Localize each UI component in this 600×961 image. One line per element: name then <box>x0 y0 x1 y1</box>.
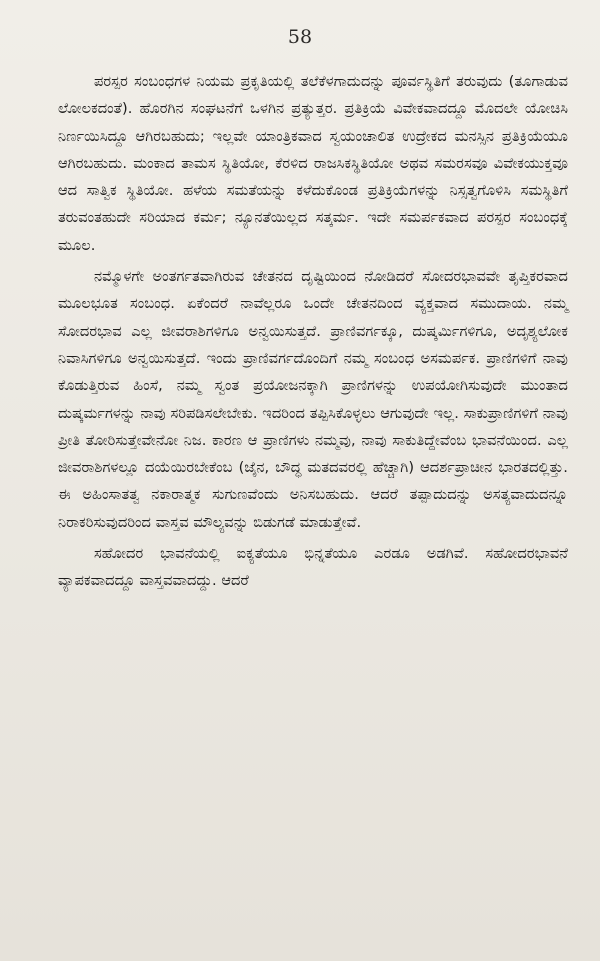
paragraph-3: ಸಹೋದರ ಭಾವನೆಯಲ್ಲಿ ಐಕ್ಯತೆಯೂ ಭಿನ್ನತೆಯೂ ಎರಡೂ ಅಡಗಿವೆ. ಸಹೋದರಭಾವನೆ ವ್ಯಾಪಕವಾದದ್ದೂ ವಾಸ್ತವವಾದದ್ದು. ಆದರೆ <box>58 545 568 590</box>
paragraph-2: ನಮ್ಮೊಳಗೇ ಅಂತರ್ಗತವಾಗಿರುವ ಚೇತನದ ದೃಷ್ಟಿಯಿಂದ ನೋಡಿದರೆ ಸೋದರಭಾವವೇ ತೃಪ್ತಿಕರವಾದ ಮೂಲಭೂತ ಸಂಬಂಧ. ಏಕೆಂದರೆ ನಾವೆಲ್ಲರೂ ಒಂದೇ ಚೇತನದಿಂದ ವ್ಯಕ್ತವಾದ ಸಮುದಾಯ. ನಮ್ಮ ಸೋದರಭಾವ ಎಲ್ಲ ಜೀವರಾಶಿಗಳಿಗೂ ಅನ್ವಯಿಸುತ್ತದೆ. ಪ್ರಾಣಿವರ್ಗಕ್ಕೂ, ದುಷ್ಕರ್ಮಿಗಳಿಗೂ, ಅದೃಶ್ಯಲೋಕ ನಿವಾಸಿಗಳಿಗೂ ಅನ್ವಯಿಸುತ್ತದೆ. ಇಂದು ಪ್ರಾಣಿವರ್ಗದೊಂದಿಗೆ ನಮ್ಮ ಸಂಬಂಧ ಅಸಮರ್ಪಕ. ಪ್ರಾಣಿಗಳಿಗೆ ನಾವು ಕೊಡುತ್ತಿರುವ ಹಿಂಸೆ, ನಮ್ಮ ಸ್ವಂತ ಪ್ರಯೋಜನಕ್ಕಾಗಿ ಪ್ರಾಣಿಗಳನ್ನು ಉಪಯೋಗಿಸುವುದೇ ಮುಂತಾದ ದುಷ್ಕರ್ಮಗಳನ್ನು ನಾವು ಸರಿಪಡಿಸಲೇಬೇಕು. ಇದರಿಂದ ತಪ್ಪಿಸಿಕೊಳ್ಳಲು ಆಗುವುದೇ ಇಲ್ಲ. ಸಾಕುಪ್ರಾಣಿಗಳಿಗೆ ನಾವು ಪ್ರೀತಿ ತೋರಿಸುತ್ತೇವೇನೋ ನಿಜ. ಕಾರಣ ಆ ಪ್ರಾಣಿಗಳು ನಮ್ಮವು, ನಾವು ಸಾಕುತಿದ್ದೇವೆಂಬ ಭಾವನೆಯಿಂದ. ಎಲ್ಲ ಜೀವರಾಶಿಗಳಲ್ಲೂ ದಯೆಯಿರಬೇಕೆಂಬ (ಜೈನ, ಬೌದ್ಧ ಮತದವರಲ್ಲಿ ಹೆಚ್ಚಾಗಿ) ಆದರ್ಶಪ್ರಾಚೀನ ಭಾರತದಲ್ಲಿತ್ತು. ಈ ಅಹಿಂಸಾತತ್ವ ನಕಾರಾತ್ಮಕ ಸುಗುಣವೆಂದು ಅನಿಸಬಹುದು. ಆದರೆ ತಪ್ಪಾದುದನ್ನು ಅಸತ್ಯವಾದುದನ್ನೂ ನಿರಾಕರಿಸುವುದರಿಂದ ವಾಸ್ತವ ಮೌಲ್ಯವನ್ನು ಬಿಡುಗಡೆ ಮಾಡುತ್ತೇವೆ. <box>58 268 568 531</box>
page-number: 58 <box>287 26 313 48</box>
paragraph-1: ಪರಸ್ಪರ ಸಂಬಂಧಗಳ ನಿಯಮ ಪ್ರಕೃತಿಯಲ್ಲಿ ತಲೆಕೆಳಗಾದುದನ್ನು ಪೂರ್ವಸ್ಥಿತಿಗೆ ತರುವುದು (ತೂಗಾಡುವ ಲೋಲಕದಂತೆ). ಹೊರಗಿನ ಸಂಘಟನೆಗೆ ಒಳಗಿನ ಪ್ರತ್ಯುತ್ತರ. ಪ್ರತಿಕ್ರಿಯೆ ವಿವೇಕವಾದದ್ದೂ ಮೊದಲೇ ಯೋಚಿಸಿ ನಿರ್ಣಯಿಸಿದ್ದೂ ಆಗಿರಬಹುದು; ಇಲ್ಲವೇ ಯಾಂತ್ರಿಕವಾದ ಸ್ವಯಂಚಾಲಿತ ಉದ್ರೇಕದ ಮನಸ್ಸಿನ ಪ್ರತಿಕ್ರಿಯೆಯೂ ಆಗಿರಬಹುದು. ಮಂಕಾದ ತಾಮಸ ಸ್ಥಿತಿಯೋ, ಕೆರಳಿದ ರಾಜಸಿಕಸ್ಥಿತಿಯೋ ಅಥವ ಸಮರಸವೂ ವಿವೇಕಯುಕ್ತವೂ ಆದ ಸಾತ್ವಿಕ ಸ್ಥಿತಿಯೋ. ಹಳೆಯ ಸಮತೆಯನ್ನು ಕಳೆದುಕೊಂಡ ಪ್ರತಿಕ್ರಿಯೆಗಳನ್ನು ನಿಸ್ಸತ್ವಗೊಳಿಸಿ ಸಮಸ್ಥಿತಿಗೆ ತರುವಂತಹುದೇ ಸರಿಯಾದ ಕರ್ಮ; ನ್ಯೂನತೆಯಿಲ್ಲದ ಸತ್ಕರ್ಮ. ಇದೇ ಸಮರ್ಪಕವಾದ ಪರಸ್ಪರ ಸಂಬಂಧಕ್ಕೆ ಮೂಲ. <box>58 73 568 254</box>
page-body <box>58 68 568 595</box>
